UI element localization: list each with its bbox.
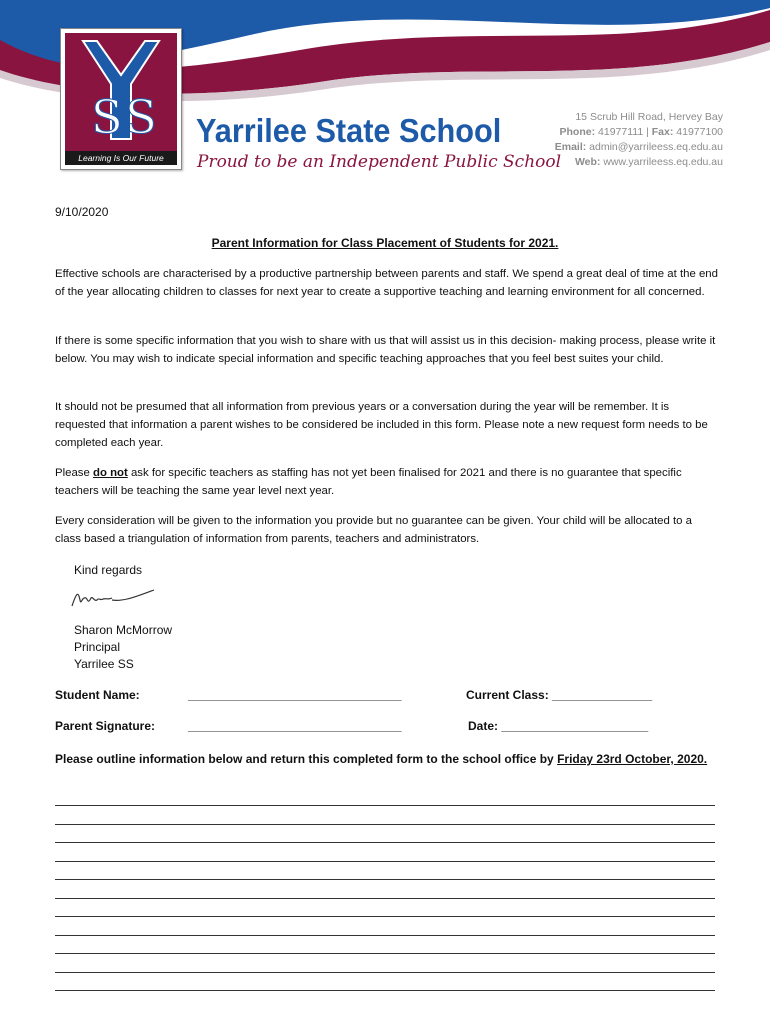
writing-line[interactable] — [55, 879, 715, 880]
date-field[interactable]: Date: ______________________ — [468, 719, 649, 733]
fax-label: Fax: — [651, 126, 674, 138]
paragraph-4-pre: Please — [55, 467, 93, 479]
paragraph-4-post: ask for specific teachers as staffing has not yet been finalised for 2021 and there is no guarantee that specific teachers will be teaching the same year level next year. — [55, 467, 682, 497]
address: 15 Scrub Hill Road, Hervey Bay — [575, 111, 723, 123]
writing-line[interactable] — [55, 972, 715, 973]
letter-title: Parent Information for Class Placement of Students for 2021. — [211, 236, 559, 250]
student-name-field[interactable]: ________________________________ — [188, 688, 402, 702]
svg-text:S S: S S — [91, 90, 151, 144]
paragraph-4-emphasis: do not — [93, 467, 128, 479]
web-line — [555, 155, 723, 170]
phone-label: Phone: — [559, 126, 596, 138]
signer-org: Yarrilee SS — [74, 657, 134, 671]
current-class-field[interactable]: Current Class: _______________ — [466, 688, 653, 702]
phone-number: 41977111 — [598, 126, 644, 138]
web-label: Web: — [574, 156, 601, 168]
school-name: Yarrilee State School — [196, 112, 502, 149]
logo-motto: Learning Is Our Future — [78, 153, 164, 163]
writing-line[interactable] — [55, 935, 715, 936]
writing-line[interactable] — [55, 953, 715, 954]
paragraph-4 — [55, 464, 720, 500]
school-logo — [60, 28, 182, 170]
signature-image — [68, 586, 158, 612]
paragraph-2: If there is some specific information that you wish to share with us that will assist us in this decision- making process, please write it below. You may wish to indicate special information and specific teaching approaches that you feel best suites your child. — [55, 335, 716, 365]
paragraph-3: It should not be presumed that all information from previous years or a conversation during the year will be remember. It is requested that information a parent wishes to be considered be included in this form. Please note a new request form needs to be completed each year. — [55, 401, 708, 449]
school-tagline: Proud to be an Independent Public School — [197, 152, 562, 172]
parent-signature-field[interactable]: ________________________________ — [188, 719, 402, 733]
email-line — [555, 140, 723, 155]
student-name-label: Student Name: — [55, 688, 140, 702]
phone-fax-line: Phone: 41977111 | Fax: 41977100 — [559, 126, 723, 138]
paragraph-1: Effective schools are characterised by a productive partnership between parents and staff. We spend a great deal of time at the end of the year allocating children to classes for next year to create a supportive teaching and learning environment for all concerned. — [55, 268, 718, 298]
writing-line[interactable] — [55, 861, 715, 862]
web-address[interactable]: www.yarrileess.eq.edu.au — [603, 156, 723, 168]
writing-line[interactable] — [55, 842, 715, 843]
signer-title: Principal — [74, 640, 121, 654]
writing-line[interactable] — [55, 990, 715, 991]
writing-line[interactable] — [55, 916, 715, 917]
letter-date: 9/10/2020 — [55, 205, 109, 219]
return-instruction — [55, 750, 715, 768]
signer-name: Sharon McMorrow — [74, 623, 173, 637]
fax-number: 41977100 — [676, 126, 723, 138]
paragraph-5: Every consideration will be given to the information you provide but no guarantee can be given. Your child will be allocated to a class based a triangulation of information from parents, teachers and administrators. — [55, 515, 693, 545]
instruction-deadline: Friday 23rd October, 2020. — [557, 752, 708, 766]
writing-line[interactable] — [55, 824, 715, 825]
closing: Kind regards — [74, 563, 143, 577]
contact-block — [555, 110, 723, 170]
parent-signature-label: Parent Signature: — [55, 719, 156, 733]
instruction-text: Please outline information below and return this completed form to the school office by — [55, 752, 558, 766]
writing-line[interactable] — [55, 898, 715, 899]
email-label: Email: — [554, 141, 587, 153]
email-address[interactable]: admin@yarrileess.eq.edu.au — [589, 141, 723, 153]
writing-line[interactable] — [55, 805, 715, 806]
